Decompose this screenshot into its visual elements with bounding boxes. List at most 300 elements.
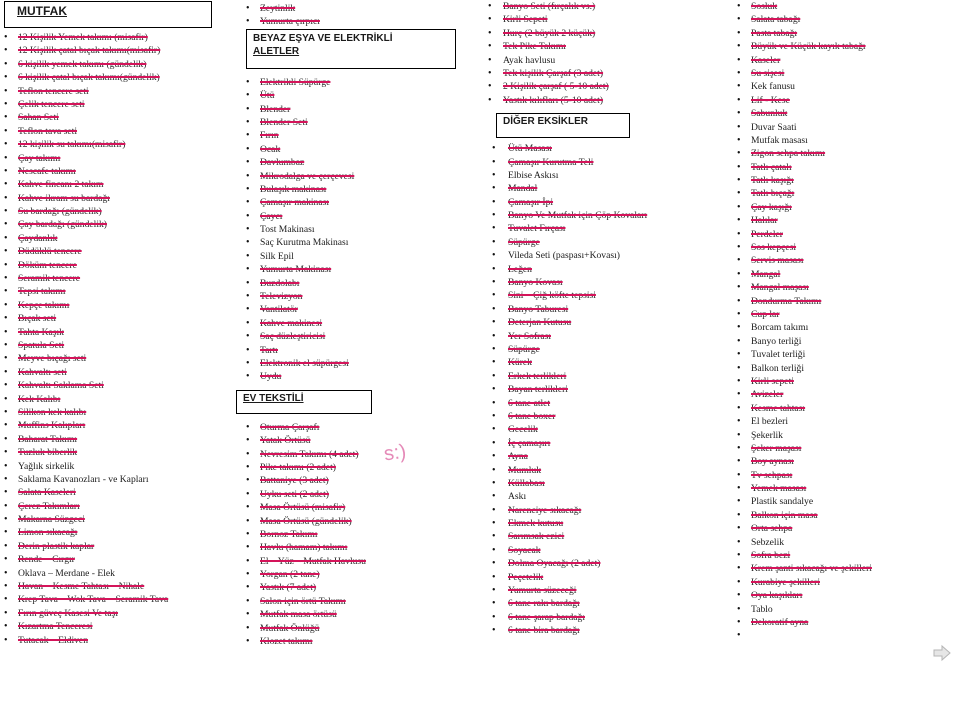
list-item [484,571,734,584]
list-item-text: Döküm tencere [18,259,77,271]
list-item-text: Masa Örtüsü (misafir) [260,502,346,514]
list-item [236,448,484,461]
list-item [236,116,484,129]
list-item [0,607,236,620]
list-item-text: Kesme tahtası [751,402,806,414]
list-item [734,134,960,147]
column-3 [484,0,734,638]
list-item [236,635,484,648]
column-1 [0,0,236,647]
list-item-text: Klozet takımı [260,636,313,648]
list-item-text: Plastik sandalye [751,496,814,508]
list-item [0,352,236,365]
list-item-text: Saç Kurutma Makinası [260,237,349,249]
col4-list [734,0,960,643]
list-item-text: Sebzelik [751,536,785,548]
list-item [484,156,734,169]
list-item-text: Tatlı kaşığı [751,175,794,187]
list-item-text: Kızartma Tenceresi [18,621,93,633]
list-item-text: Tv sehpası [751,469,793,481]
list-item [236,357,484,370]
list-item [236,555,484,568]
list-item-text: 12 Kişilik çatal bıçak takımı(misafir) [18,45,161,57]
list-item-text: Tek Pike Takımı [503,41,566,53]
list-item [734,214,960,227]
list-item-text: Bornoz Takımı [260,528,318,540]
list-item [236,2,484,15]
list-item-text: Tahta Kaşık [18,326,64,338]
list-item [0,85,236,98]
list-item [484,477,734,490]
list-item [484,27,734,40]
list-item [236,290,484,303]
list-item-text: Fırın [260,130,279,142]
list-item [484,597,734,610]
list-item-text: Vantilatör [260,304,298,316]
list-item-text: Zeytinlik [260,3,296,14]
list-item [734,268,960,281]
list-item [734,254,960,267]
list-item [734,362,960,375]
list-item-text: Nevresim Takımı (4 adet) [260,448,359,460]
list-item [484,504,734,517]
list-item-text: Banyo Kovası [508,277,563,289]
list-item [484,209,734,222]
list-item [0,473,236,486]
list-item-text: Gecelik [508,424,538,436]
list-item-text: Leğen [508,263,532,275]
list-item [236,608,484,621]
list-item-text: Ayak havlusu [503,54,556,66]
list-item-text: Oklava – Merdane - Elek [18,567,115,579]
list-item-text: Sabunluk [751,108,788,120]
list-item [236,170,484,183]
list-item-text: Uyku seti (2 adet) [260,488,330,500]
list-item-text: Sos kepçesi [751,242,797,254]
list-item [484,437,734,450]
list-item [484,222,734,235]
list-item-text: 6 tane boxer [508,410,556,422]
list-item [236,581,484,594]
list-item [236,15,484,28]
list-item [236,488,484,501]
list-item-text: Çay bardağı (gündelik) [18,219,107,231]
list-item-text: Baharat Takımı [18,433,78,445]
list-item [0,433,236,446]
list-item-text: Orta sehpa [751,523,793,535]
list-item [0,299,236,312]
section-heading-diger: DİĞER EKSİKLER [496,113,630,138]
list-item-text: Salon için örtü Takımı [260,595,346,607]
list-item-text: Fırın güveç Kasesi Ve taşı [18,607,119,619]
list-item-text: Çerez Takımları [18,500,80,512]
list-item-text: Seramik tencere [18,273,81,285]
list-item-text: Ütü Masası [508,143,552,155]
list-item-text: Ütü [260,90,275,102]
list-item-text: Kahvaltı seti [18,366,67,378]
list-item-text: Mutfak Önlüğü [260,622,320,634]
list-item [484,276,734,289]
list-item [0,285,236,298]
list-item-text: Tuvalet Fırçası [508,223,566,235]
list-item-text: El bezleri [751,416,789,428]
list-item [734,27,960,40]
list-item-text: Kahvaltı Saklama Seti [18,380,104,392]
list-item-text: Havlu (hamam) takımı [260,542,348,554]
list-item [734,321,960,334]
list-item-text: Borcam takımı [751,322,809,334]
list-item-text: Tuvalet terliği [751,349,806,361]
list-item [734,54,960,67]
list-item-text: Kahve ikram su bardağı [18,192,110,204]
list-item [236,103,484,116]
list-item [0,379,236,392]
list-item-text: Spatula Seti [18,339,65,351]
list-item-text: Balkon için masa [751,509,818,521]
list-item-text: Yumurta Makinası [260,264,332,276]
list-item [236,143,484,156]
list-item [734,429,960,442]
list-item-text: Yastık (7 adet) [260,582,317,594]
list-item [734,80,960,93]
list-item [484,584,734,597]
list-item [734,549,960,562]
list-item [0,138,236,151]
list-item [0,500,236,513]
list-item [734,402,960,415]
list-item-text: Saklama Kavanozları - ve Kapları [18,473,149,485]
list-item [734,536,960,549]
list-item [0,486,236,499]
beyaz-esya-list [236,76,484,384]
list-item-text: Duvar Saati [751,121,797,133]
list-item-text: Tartı [260,344,278,356]
list-item-text: Mumluk [508,464,542,476]
list-item [236,183,484,196]
list-item-text: Çaycı [260,210,283,222]
list-item-text: Büyük ve Küçük kayık tabağı [751,41,866,53]
list-item [0,98,236,111]
list-item [484,54,734,67]
list-item [0,44,236,57]
list-item-text: Buzdolabı [260,277,300,289]
list-item-text: Sini – Çiğ köfte tepsisi [508,290,596,302]
list-item [484,196,734,209]
list-item [734,161,960,174]
list-item-text: Perdeler [751,228,783,240]
list-item-text: İç çamaşırı [508,437,551,449]
list-item [0,232,236,245]
list-item-text: 6 tane bira bardağı [508,625,580,637]
list-item [734,576,960,589]
list-item-text: Çay takımı [18,152,61,164]
list-item-text: Teflon tava seti [18,125,78,137]
list-item-text: Hurç (2 büyük 2 küçük) [503,27,596,39]
list-item [0,339,236,352]
list-item-text: Pike takımı (2 adet) [260,461,336,473]
list-item [734,415,960,428]
list-item [484,343,734,356]
list-item-text: Banyo Ve Mutfak için Çöp Kovaları [508,210,648,222]
list-item [236,595,484,608]
list-item [484,289,734,302]
list-item [0,460,236,473]
list-item [734,228,960,241]
list-item-text: Kek Kalıbı [18,393,61,405]
list-item [236,223,484,236]
list-item-text: Düdüklü tencere [18,246,82,258]
list-item-text: Su bardağı (gündelik) [18,206,102,218]
list-item [734,375,960,388]
list-item-text: Çaydanlık [18,232,58,244]
list-item [734,562,960,575]
list-item-text: Ekmek kutusu [508,518,564,530]
list-item [236,89,484,102]
list-item-text: Mutfak masa örtüsü [260,609,337,621]
list-item [734,241,960,254]
list-item [236,344,484,357]
list-item [236,541,484,554]
list-item-text: Yer Sofrası [508,330,551,342]
list-item-text: Kirli sepeti [751,375,794,387]
list-item-text: Yatak Örtüsü [260,435,311,447]
list-item [236,622,484,635]
column-4 [734,0,960,643]
list-item [0,553,236,566]
list-item [484,530,734,543]
list-item-text: Mutfak masası [751,134,808,146]
list-item [734,0,960,13]
next-arrow-icon[interactable] [932,644,952,662]
list-item-text: Cup lar [751,308,780,320]
list-item-text: Oya kaşıkları [751,590,803,602]
col2-top-list [236,2,484,29]
list-item [0,178,236,191]
list-item-text: Battaniye (3 adet) [260,475,329,487]
list-item [0,419,236,432]
list-item [734,388,960,401]
list-item [734,469,960,482]
list-item [0,567,236,580]
list-item-text: Sarımsak ezici [508,531,565,543]
list-item-text: Yumurta çırpıcı [260,16,320,28]
list-item-text: Krep Tava – Wok Tava – Seramik Tava [18,594,169,606]
list-item [734,13,960,26]
list-item-text: Peçetelik [508,571,544,583]
list-item-text: Balkon terliği [751,362,805,374]
list-item [484,423,734,436]
list-item-text: Vileda Seti (paspası+Kovası) [508,250,620,262]
list-item [0,111,236,124]
list-item-text: Dolma Oyacağı (2 adet) [508,558,601,570]
list-item-text: Kepçe takımı [18,299,70,311]
list-item-text: Silikon kek kalıbı [18,406,87,418]
section-heading-ev-tekstili: EV TEKSTİLİ [236,390,372,414]
list-item [236,330,484,343]
list-item-text: Kirli Sepeti [503,14,548,26]
list-item-text: El – Yüz – Mutfak Havlusu [260,555,366,567]
list-item [0,205,236,218]
list-item-text: Tablo [751,603,773,615]
list-item-text: Halılar [751,215,778,227]
list-item-text: Çelik tencere seti [18,98,85,110]
list-item [734,629,960,642]
list-item [734,482,960,495]
list-item-text: Bulaşık makinası [260,183,327,195]
col3-top-list [484,0,734,107]
list-item-text: Krem şanti sıkacağı ve şekilleri [751,563,872,575]
list-item-text: Narenciye sıkacağı [508,504,582,516]
list-item-text: Meyve bıçağı seti [18,353,87,365]
list-item [0,152,236,165]
list-item-text: 6 tane rakı bardağı [508,598,580,610]
list-item-text: Tepsi takımı [18,286,66,298]
list-item [0,326,236,339]
list-item-text: Çamaşır Kurutma Teli [508,156,594,168]
list-item [236,370,484,383]
list-item [734,174,960,187]
list-item [484,397,734,410]
list-item [734,107,960,120]
list-item-text: Küllabası [508,477,545,489]
list-item [484,80,734,93]
list-item-text: Sahan Seti [18,112,59,124]
list-item [734,201,960,214]
list-item-text: Mandal [508,183,538,195]
section-heading-mutfak: MUTFAK [4,1,212,28]
list-item-text: Sosluk [751,1,778,12]
list-item-text: Süpürge [508,236,540,248]
list-item [734,495,960,508]
list-item-text: Davlumbaz [260,157,305,169]
list-item-text: Yağlık sirkelik [18,460,75,472]
list-item [236,421,484,434]
list-item-text: Çamaşır İpi [508,196,554,208]
list-item [236,461,484,474]
list-item [734,348,960,361]
list-item-text: 12 kişilik su takımı(misafir) [18,139,126,151]
list-item [0,31,236,44]
list-item [484,370,734,383]
list-item [734,589,960,602]
list-item-text: Elektrikli Süpürge [260,76,331,88]
list-item [0,513,236,526]
list-item [0,71,236,84]
list-item-text: Lif - Kese [751,94,790,106]
list-item-text: Boy aynası [751,456,794,468]
list-item-text: Soyacak [508,544,541,556]
list-item-text: Yumurta süzeceği [508,585,577,597]
list-item-text: Avizeler [751,389,784,401]
list-item-text: Tek kişilik Çarşaf (3 adet) [503,67,604,79]
list-item-text: Mikrodalga ve çerçevesi [260,170,355,182]
list-item-text: Sofra bezi [751,550,791,562]
list-item [236,317,484,330]
list-item [236,76,484,89]
list-item-text: Uydu [260,371,282,383]
diger-eksikler-list [484,142,734,637]
list-item [734,455,960,468]
list-item-text: Bayan terlikleri [508,384,568,396]
list-item [734,295,960,308]
list-item [0,259,236,272]
list-item-text: Kahve fincanı 2 takım [18,179,104,191]
list-item-text: Tatlı çatalı [751,161,792,173]
list-item-text: Tuzluk biberlik [18,447,78,459]
list-item [734,121,960,134]
list-item [734,67,960,80]
list-item [0,58,236,71]
list-item [484,263,734,276]
list-item [484,236,734,249]
list-item-text: Televizyon [260,291,303,303]
list-item-text: Pasta tabağı [751,27,798,39]
list-item-text: Askı [508,491,527,503]
list-item-text: Su sişesi [751,67,785,79]
list-item-text: Teflon tencere seti [18,85,89,97]
list-item [0,620,236,633]
list-item [236,129,484,142]
list-item-text: Limon sıkacağı [18,527,78,539]
list-item-text: Kürek [508,357,532,369]
list-item-text: Elektronik el süpürgesi [260,357,349,369]
list-item-text: Yorgan (2 tane) [260,569,320,581]
ev-tekstili-list [236,421,484,649]
column-2 [236,0,484,648]
list-item [734,281,960,294]
list-item [0,125,236,138]
list-item-text: Rende – Cırgır [18,554,75,566]
list-item [484,13,734,26]
list-item-text: Tutacak – Eldiven [18,634,88,646]
list-item [484,624,734,637]
list-item-text: Dekoratif ayna [751,616,809,628]
list-item [0,393,236,406]
list-item [236,250,484,263]
list-item-text: Ayna [508,451,528,463]
list-item-text: Ocak [260,143,281,155]
list-item-text: Banyo terliği [751,335,802,347]
list-item [484,67,734,80]
list-item-text: Silk Epil [260,250,294,262]
list-item-text: Muffins Kalıpları [18,420,86,432]
list-item-text: Kahve makinesi [260,317,323,329]
list-item-text: Kek fanusu [751,81,795,93]
mutfak-list [0,31,236,647]
list-item [484,517,734,530]
list-item [734,335,960,348]
list-item-text: Tost Makinası [260,224,315,236]
list-item [236,515,484,528]
list-item-text: Blender [260,103,291,115]
list-item-text: 6 tane atlet [508,397,551,409]
list-item [0,634,236,647]
list-item-text: Banyo Taburesi [508,303,569,315]
list-item [0,526,236,539]
list-item-text: Şeker maşası [751,442,802,454]
list-item-text: 2 Kişilik çarşaf ( 5-10 adet) [503,81,609,93]
list-item-text: Servis masası [751,255,804,267]
section-heading-beyaz-esya: BEYAZ EŞYA VE ELEKTRİKLİ ALETLER [246,29,456,69]
list-item [734,308,960,321]
list-item [484,383,734,396]
list-item [236,263,484,276]
list-item [734,616,960,629]
list-item-text: Havan – Kesme Tahtası – Nihale [18,581,145,593]
list-item [484,94,734,107]
list-item [734,94,960,107]
list-item-text: Oturma Çarşafı [260,421,320,433]
